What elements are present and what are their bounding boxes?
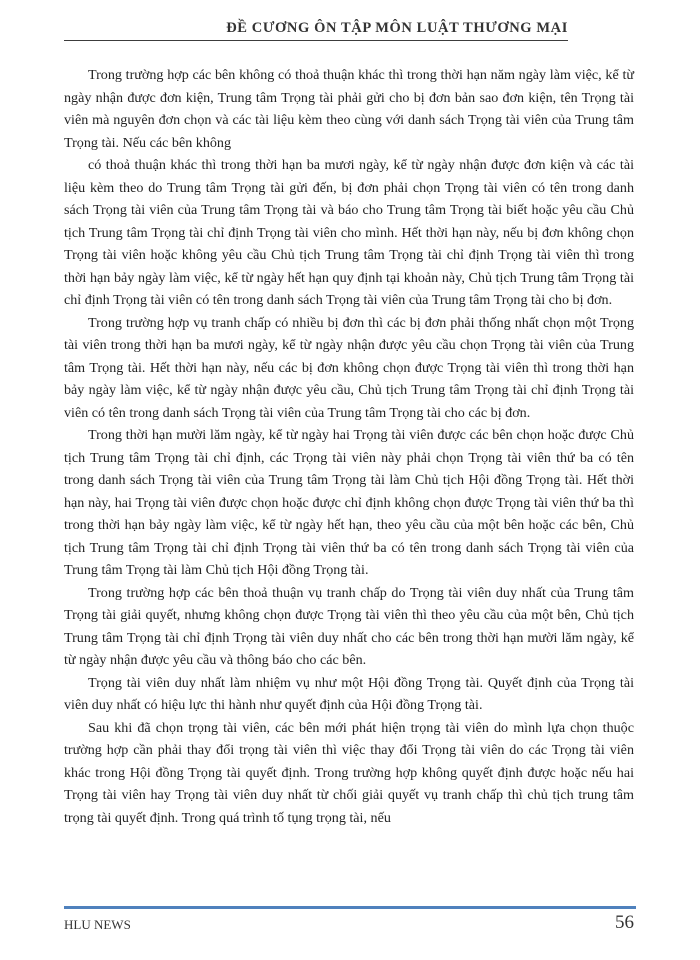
paragraph: có thoả thuận khác thì trong thời hạn ba mươi ngày, kể từ ngày nhận được đơn kiện và các tài liệu kèm theo do Trung tâm Trọng tài gửi đến, bị đơn phải chọn Trọng tài viên có tên trong danh sách Trọng tài viên của Trung tâm Trọng tài và báo cho Trung tâm Trọng tài biết hoặc yêu cầu Chủ tịch Trung tâm Trọng tài chỉ định Trọng tài viên cho mình. Hết thời hạn này, nếu bị đơn không chọn Trọng tài viên hoặc không yêu cầu Chủ tịch Trung tâm Trọng tài chỉ định Trọng tài viên thì trong thời hạn bảy ngày làm việc, kể từ ngày hết hạn quy định tại khoản này, Chủ tịch Trung tâm Trọng tài chỉ định Trọng tài viên có tên trong danh sách Trọng tài viên của Trung tâm Trọng tài cho bị đơn. bbox=[64, 157, 634, 308]
document-body bbox=[64, 64, 634, 829]
header-title: ĐỀ CƯƠNG ÔN TẬP MÔN LUẬT THƯƠNG MẠI bbox=[226, 20, 568, 36]
paragraph: Trong trường hợp các bên thoả thuận vụ tranh chấp do Trọng tài viên duy nhất của Trung tâm Trọng tài giải quyết, nhưng không chọn được Trọng tài viên thì theo yêu cầu của một bên, Chủ tịch Trung tâm Trọng tài chỉ định Trọng tài viên duy nhất cho các bên trong thời hạn mười lăm ngày, kể từ ngày nhận được yêu cầu và thông báo cho các bên. bbox=[64, 584, 634, 668]
paragraph: Trong trường hợp vụ tranh chấp có nhiều bị đơn thì các bị đơn phải thống nhất chọn một Trọng tài viên trong thời hạn ba mươi ngày, kể từ ngày nhận được yêu cầu chọn Trọng tài viên của Trung tâm Trọng tài. Hết thời hạn này, nếu các bị đơn không chọn được Trọng tài viên thì trong thời hạn bảy ngày làm việc, kể từ ngày nhận được yêu cầu, Chủ tịch Trung tâm Trọng tài chỉ định Trọng tài viên có tên trong danh sách Trọng tài viên của Trung tâm Trọng tài cho các bị đơn. bbox=[64, 314, 634, 421]
footer-publication: HLU NEWS bbox=[64, 917, 131, 932]
paragraph: Trong trường hợp các bên không có thoả thuận khác thì trong thời hạn năm ngày làm việc, kể từ ngày nhận được đơn kiện, Trung tâm Trọng tài phải gửi cho bị đơn bản sao đơn kiện, tên Trọng tài viên mà nguyên đơn chọn và các tài liệu kèm theo cùng với danh sách Trọng tài viên của Trung tâm Trọng tài. Nếu các bên không bbox=[64, 67, 634, 151]
header-divider bbox=[64, 40, 568, 41]
paragraph: Trọng tài viên duy nhất làm nhiệm vụ như một Hội đồng Trọng tài. Quyết định của Trọng tài viên duy nhất có hiệu lực thi hành như quyết định của Hội đồng Trọng tài. bbox=[64, 674, 634, 713]
paragraph: Sau khi đã chọn trọng tài viên, các bên mới phát hiện trọng tài viên do mình lựa chọn thuộc trường hợp cần phải thay đổi trọng tài viên thì việc thay đổi Trọng tài viên do các Trọng tài viên khác trong Hội đồng Trọng tài quyết định. Trong trường hợp không quyết định được hoặc nếu hai Trọng tài viên hay Trọng tài viên duy nhất từ chối giải quyết vụ tranh chấp thì chủ tịch trung tâm trọng tài quyết định. Trong quá trình tố tụng trọng tài, nếu bbox=[64, 719, 634, 826]
footer-divider bbox=[64, 906, 636, 909]
page-number: 56 bbox=[615, 912, 634, 933]
paragraph: Trong thời hạn mười lăm ngày, kể từ ngày hai Trọng tài viên được các bên chọn hoặc được Chủ tịch Trung tâm Trọng tài chỉ định, các Trọng tài viên này phải chọn Trọng tài viên thứ ba có tên trong danh sách Trọng tài viên của Trung tâm Trọng tài làm Chủ tịch Hội đồng Trọng tài. Hết thời hạn này, hai Trọng tài viên được chọn hoặc được chỉ định không chọn được Trọng tài viên thứ ba thì trong thời hạn bảy ngày làm việc, kể từ ngày hết hạn, theo yêu cầu của một bên hoặc các bên, Chủ tịch Trung tâm Trọng tài chỉ định Trọng tài viên thứ ba có tên trong danh sách Trọng tài viên của Trung tâm Trọng tài làm Chủ tịch Hội đồng Trọng tài. bbox=[64, 427, 634, 578]
